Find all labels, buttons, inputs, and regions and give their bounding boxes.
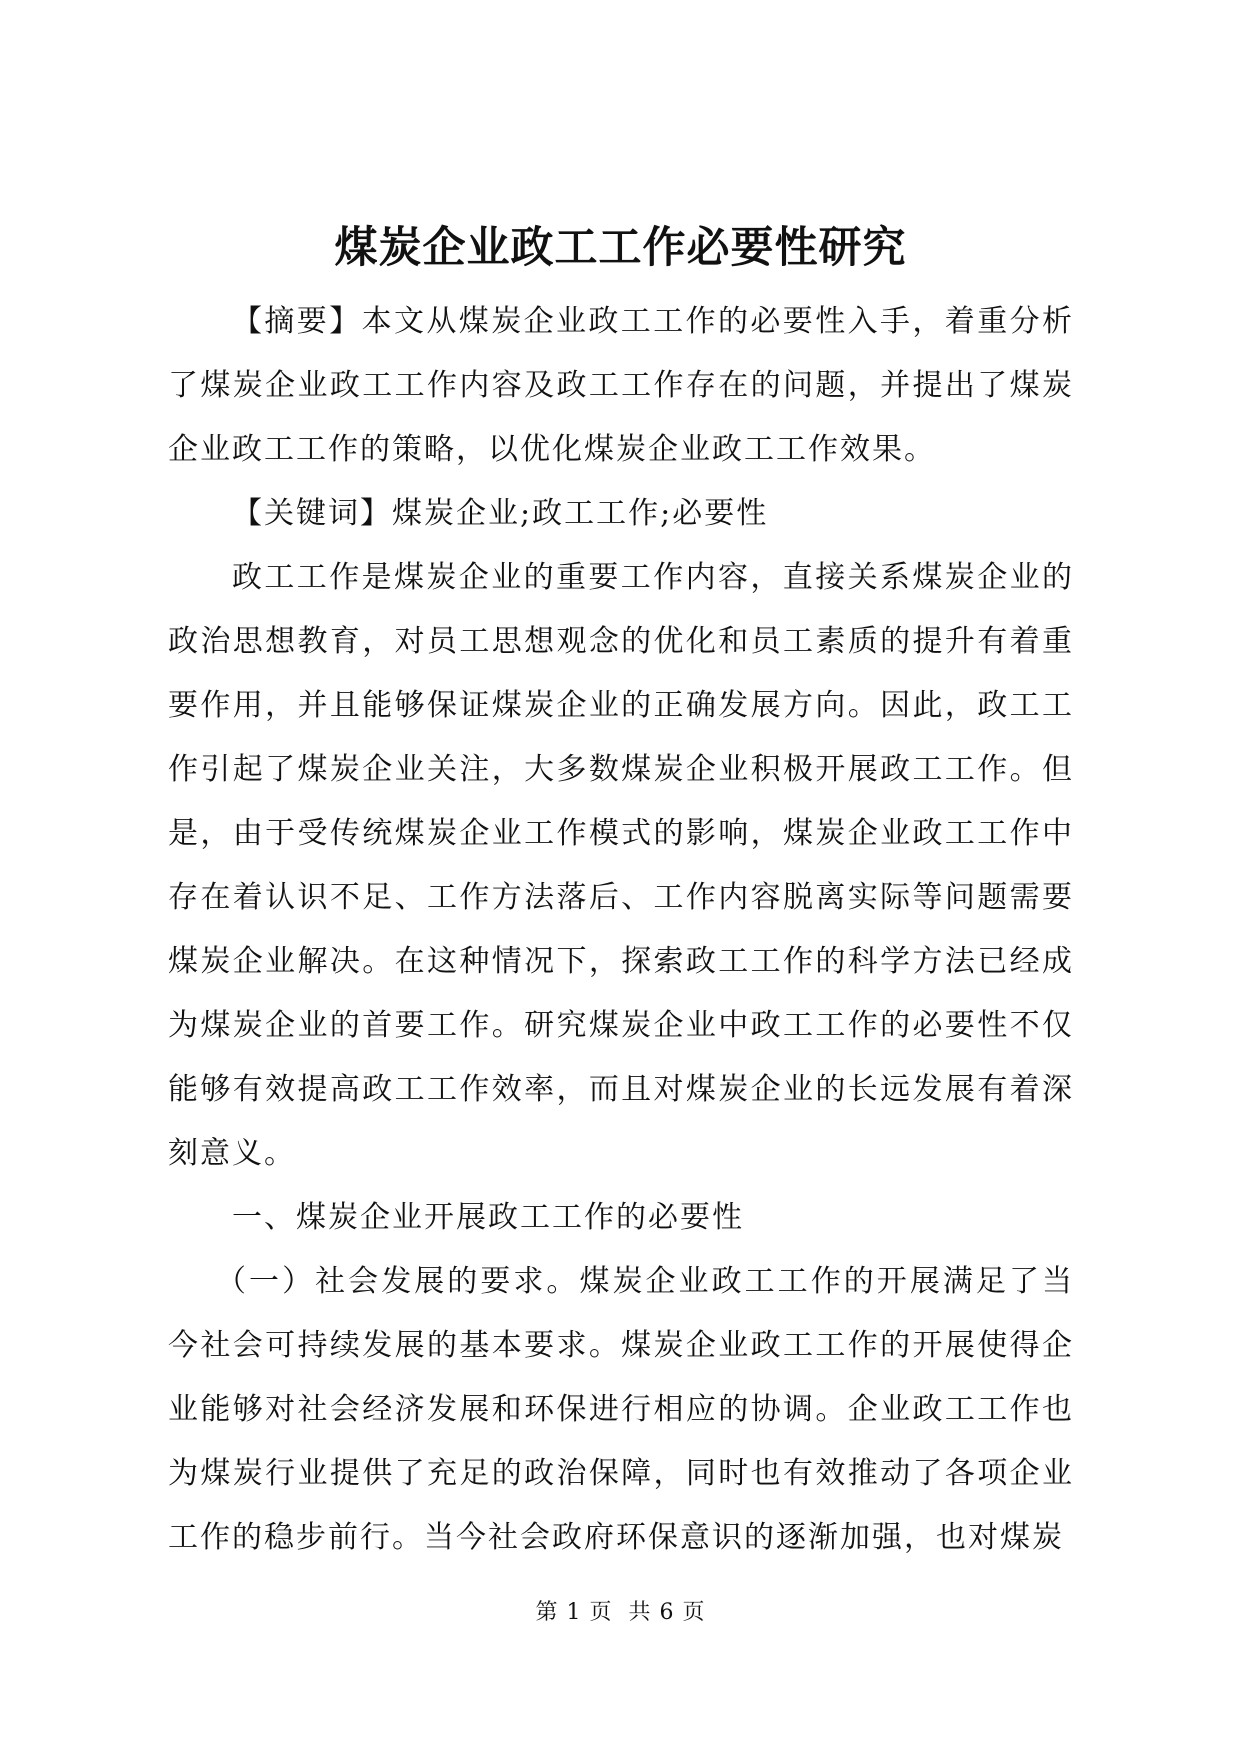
section-heading: 一、煤炭企业开展政工工作的必要性 (232, 1200, 744, 1235)
document-title: 煤炭企业政工工作必要性研究 (334, 223, 907, 273)
abstract-paragraph: 【摘要】本文从煤炭企业政工工作的必要性入手，着重分析了煤炭企业政工工作内容及政工工作存在的问题，并提出了煤炭企业政工工作的策略，以优化煤炭企业政工工作效果。 (168, 304, 1074, 467)
page-footer (0, 1598, 1241, 1628)
document-body (168, 290, 1074, 1570)
page-number-label: 第 1 页 共 6 页 (535, 1600, 706, 1625)
subsection-paragraph: （一）社会发展的要求。煤炭企业政工工作的开展满足了当今社会可持续发展的基本要求。煤炭企业政工工作的开展使得企业能够对社会经济发展和环保进行相应的协调。企业政工工作也为煤炭行业提供了充足的政治保障，同时也有效推动了各项企业工作的稳步前行。当今社会政府环保意识的逐渐加强，也对煤炭 (168, 1264, 1074, 1555)
intro-paragraph: 政工工作是煤炭企业的重要工作内容，直接关系煤炭企业的政治思想教育，对员工思想观念的优化和员工素质的提升有着重要作用，并且能够保证煤炭企业的正确发展方向。因此，政工工作引起了煤炭企业关注，大多数煤炭企业积极开展政工工作。但是，由于受传统煤炭企业工作模式的影响，煤炭企业政工工作中存在着认识不足、工作方法落后、工作内容脱离实际等问题需要煤炭企业解决。在这种情况下，探索政工工作的科学方法已经成为煤炭企业的首要工作。研究煤炭企业中政工工作的必要性不仅能够有效提高政工工作效率，而且对煤炭企业的长远发展有着深刻意义。 (168, 560, 1074, 1171)
keywords-paragraph: 【关键词】煤炭企业;政工工作;必要性 (232, 496, 769, 531)
